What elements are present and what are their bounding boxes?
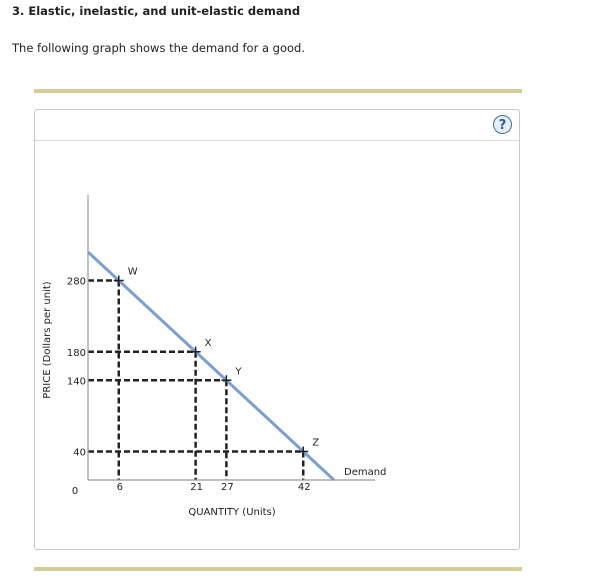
point-x[interactable]: [191, 338, 212, 357]
point-y[interactable]: [221, 366, 242, 385]
x-tick-label-27: 27: [221, 482, 234, 493]
y-tick-label-40: 40: [73, 447, 86, 459]
question-title: 3. Elastic, inelastic, and unit-elastic demand: [12, 4, 301, 18]
demand-curve: [88, 252, 334, 480]
x-axis-label: QUANTITY (Units): [188, 507, 276, 518]
point-markers[interactable]: [114, 267, 320, 457]
x-tick-label-6: 6: [116, 482, 123, 493]
point-w[interactable]: [114, 267, 138, 286]
point-label-x: X: [204, 337, 212, 349]
x-tick-label-42: 42: [297, 482, 311, 493]
point-label-w: W: [127, 266, 138, 278]
point-z[interactable]: [298, 438, 319, 457]
y-tick-label-180: 180: [66, 347, 86, 359]
y-axis-label: PRICE (Dollars per unit): [42, 281, 53, 399]
point-label-y: Y: [235, 366, 242, 378]
series-label: Demand: [344, 467, 387, 478]
question-mark-icon: ?: [498, 118, 507, 133]
tick-labels: [67, 277, 311, 494]
origin-label: 0: [71, 486, 79, 497]
guide-lines: [88, 281, 303, 481]
x-tick-label-21: 21: [190, 482, 203, 493]
question-intro: The following graph shows the demand for a good.: [12, 41, 305, 55]
bottom-divider: [34, 567, 522, 571]
y-tick-label-280: 280: [66, 276, 86, 288]
point-label-z: Z: [312, 437, 320, 449]
y-tick-label-140: 140: [66, 376, 86, 388]
